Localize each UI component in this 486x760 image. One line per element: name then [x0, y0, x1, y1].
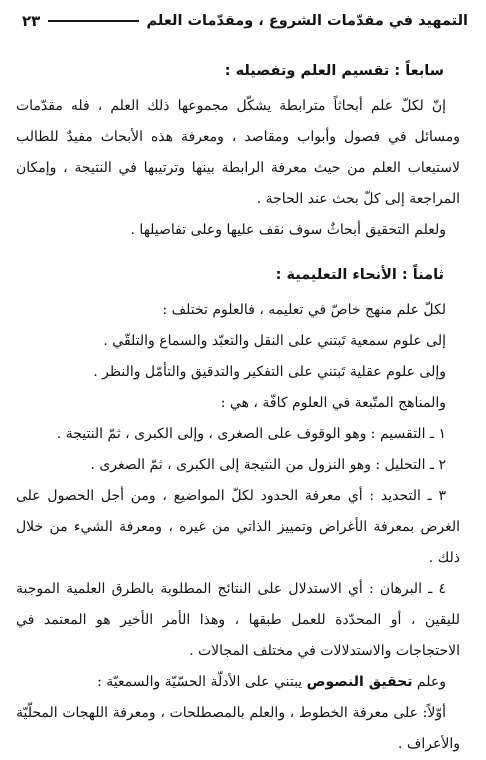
- section-8-line-1: إلى علوم سمعية تَبتني على النقل والتعبّد والسماع والتلقّي .: [103, 333, 446, 349]
- method-item-3: ٣ ـ التحديد : أي معرفة الحدود لكلّ المواضيع ، ومن أجل الحصول على الغرض بمعرفة الأغراض وتمييز الذاتي من غيره ، ومعرفة الشيء من خلال ذلك .: [16, 488, 460, 566]
- section-8-intro: لكلّ علم منهج خاصّ في تعليمه ، فالعلوم تختلف :: [162, 302, 446, 318]
- section-heading-7: سابعاً : تقسيم العلم وتفصيله :: [224, 63, 444, 79]
- page-number: ٢٣: [22, 12, 41, 30]
- texts-prefix: وعلم: [416, 674, 446, 690]
- section-8-line-2: وإلى علوم عقلية تَبتني على التفكير والتدقيق والتأمّل والنظر .: [93, 364, 446, 380]
- method-item-1: ١ ـ التقسيم : وهو الوقوف على الصغرى ، وإلى الكبرى ، ثمّ النتيجة .: [56, 426, 446, 442]
- page-header: [22, 6, 468, 36]
- texts-suffix: يبتني على الأدلّة الحسّيّة والسمعيّة :: [97, 674, 303, 690]
- section-7-paragraph: إنّ لكلّ علم أبحاثاً مترابطة يشكّل مجموعها ذلك العلم ، فله مقدّمات ومسائل في فصول وأبواب ومقاصد ، ومعرفة هذه الأبحاث مفيدٌ للطالب لاستيعاب العلم من حيث معرفة الرابطة بينها وترتيبها في النتيجة ، وإمكان المراجعة إلى كلّ بحث عند الحاجة .: [16, 98, 460, 207]
- method-item-4: ٤ ـ البرهان : أي الاستدلال على النتائج المطلوبة بالطرق العلمية الموجبة لليقين ، أو المحدّدة للعمل طبقها ، وهذا الأمر الأخير هو المعتمد في الاحتجاجات والاستدلالات في مختلف المجالات .: [16, 581, 460, 659]
- page-body: [16, 50, 460, 760]
- header-rule: [48, 20, 138, 22]
- texts-sentence: [16, 667, 460, 698]
- first-point: أوّلاً: على معرفة الخطوط ، والعلم بالمصطلحات ، ومعرفة اللهجات المحلّيّة والأعراف .: [16, 705, 460, 752]
- texts-term: تحقيق النصوص: [306, 674, 413, 690]
- running-header-title: التمهيد في مقدّمات الشروع ، ومقدّمات العلم: [146, 13, 468, 29]
- section-heading-8: ثامناً : الأنحاء التعليمية :: [275, 267, 444, 283]
- section-7-followup: ولعلم التحقيق أبحاثٌ سوف نقف عليها وعلى تفاصيلها .: [130, 222, 446, 238]
- section-8-line-3: والمناهج المتّبعة في العلوم كافّة ، هي :: [220, 395, 446, 411]
- method-item-2: ٢ ـ التحليل : وهو النزول من النتيجة إلى الكبرى ، ثمّ الصغرى .: [90, 457, 446, 473]
